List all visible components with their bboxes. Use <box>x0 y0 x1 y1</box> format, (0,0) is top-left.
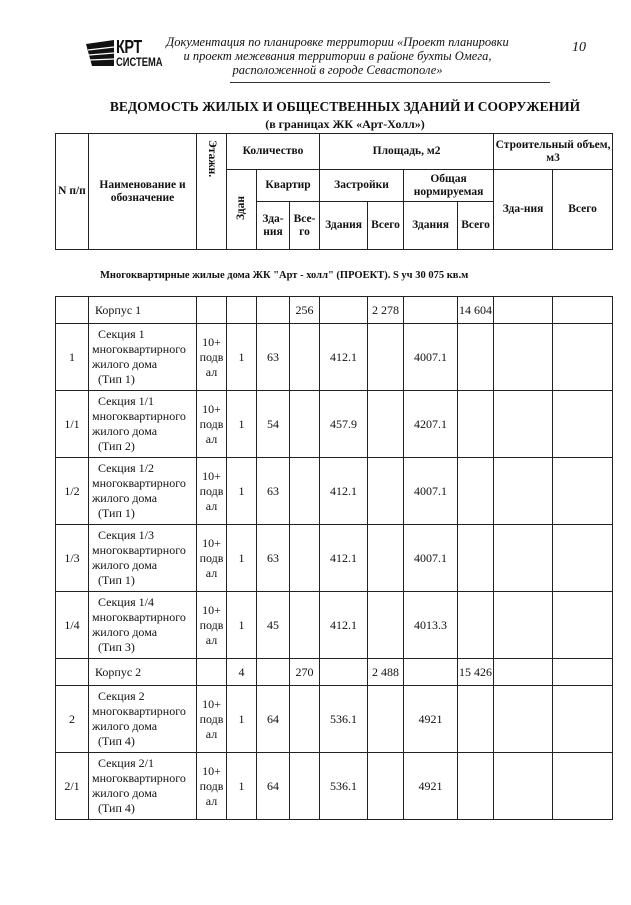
col-header-built <box>320 170 404 202</box>
cell-floors-line: подв <box>199 349 224 364</box>
cell-vol-total <box>553 525 613 592</box>
document-subtitle: (в границах ЖК «Арт-Холл») <box>265 117 425 131</box>
cell-name <box>89 525 197 592</box>
col-header-n-text: N п/п <box>58 185 86 197</box>
cell-apt-total <box>290 592 320 659</box>
cell-floors <box>197 753 227 820</box>
cell-n: 1/4 <box>56 592 89 659</box>
cell-group-name: Корпус 2 <box>89 659 197 686</box>
cell-vol-building <box>494 592 553 659</box>
cell-floors-line: 10+ <box>202 468 221 483</box>
cell-normed-total: 14 604 <box>458 297 494 324</box>
group-row <box>56 659 613 686</box>
cell-apt-total: 256 <box>290 297 320 324</box>
col-header-normed-text: Общая нормируемая <box>413 172 484 198</box>
cell-floors <box>197 324 227 391</box>
cell-built-building: 412.1 <box>320 324 368 391</box>
col-header-built-building-text: Здания <box>325 219 362 231</box>
cell-name-line: многоквартирного <box>92 771 186 785</box>
cell-vol-building <box>494 753 553 820</box>
cell-built-total <box>368 391 404 458</box>
col-header-vol-building <box>494 170 553 250</box>
table-row <box>56 458 613 525</box>
col-header-vol-total <box>553 170 613 250</box>
cell-buildings <box>227 297 257 324</box>
col-header-area <box>320 134 494 170</box>
cell-built-building <box>320 659 368 686</box>
col-header-volume-text: Строительный объем, м3 <box>495 138 611 164</box>
page-number: 10 <box>572 40 586 55</box>
cell-floors <box>197 592 227 659</box>
cell-apt-building <box>257 659 290 686</box>
header-table <box>55 133 613 250</box>
cell-floors-line: подв <box>199 416 224 431</box>
cell-vol-total <box>553 686 613 753</box>
header-divider <box>230 82 550 83</box>
col-header-built-total-text: Всего <box>371 219 400 231</box>
cell-apt-building: 63 <box>257 525 290 592</box>
cell-normed-building <box>404 297 458 324</box>
cell-name-line: Секция 1/4 <box>98 595 155 609</box>
cell-name <box>89 458 197 525</box>
cell-floors-line: ал <box>205 364 218 379</box>
cell-floors-line: 10+ <box>202 602 221 617</box>
cell-normed-building: 4013.3 <box>404 592 458 659</box>
cell-normed-total <box>458 324 494 391</box>
cell-name-line: многоквартирного <box>92 476 186 490</box>
cell-name <box>89 324 197 391</box>
col-header-normed-total <box>458 202 494 250</box>
data-table <box>55 296 613 820</box>
cell-n: 1 <box>56 324 89 391</box>
cell-floors-line: 10+ <box>202 535 221 550</box>
cell-apt-total <box>290 324 320 391</box>
col-header-normed-total-text: Всего <box>461 219 490 231</box>
col-header-n <box>56 134 89 250</box>
logo-text-sistema: СИСТЕМА <box>116 55 163 69</box>
col-header-area-text: Площадь, м2 <box>372 145 441 157</box>
cell-floors-line: подв <box>199 778 224 793</box>
cell-normed-total <box>458 592 494 659</box>
cell-normed-building: 4207.1 <box>404 391 458 458</box>
col-header-apt-total <box>290 202 320 250</box>
cell-vol-total <box>553 458 613 525</box>
cell-normed-building: 4921 <box>404 753 458 820</box>
cell-floors-line: ал <box>205 498 218 513</box>
col-header-buildings-text: Здан <box>235 195 247 220</box>
table-row <box>56 525 613 592</box>
cell-name-line: жилого дома <box>92 357 158 371</box>
section-title: Многоквартирные жилые дома ЖК "Арт - холл" (ПРОЕКТ). S уч 30 075 кв.м <box>100 270 469 281</box>
cell-vol-building <box>494 297 553 324</box>
cell-name-line: Секция 1/3 <box>98 528 155 542</box>
cell-built-total <box>368 458 404 525</box>
cell-name-line: (Тип 4) <box>98 734 135 748</box>
cell-vol-building <box>494 324 553 391</box>
cell-apt-total <box>290 753 320 820</box>
cell-vol-building <box>494 391 553 458</box>
cell-apt-building: 45 <box>257 592 290 659</box>
cell-name-line: Секция 1/2 <box>98 461 155 475</box>
cell-buildings: 1 <box>227 324 257 391</box>
col-header-normed-building-text: Здания <box>412 219 449 231</box>
cell-name-line: жилого дома <box>92 558 158 572</box>
cell-apt-total <box>290 525 320 592</box>
cell-floors-line: 10+ <box>202 334 221 349</box>
cell-name-line: (Тип 4) <box>98 801 135 815</box>
table-row <box>56 686 613 753</box>
cell-built-building: 412.1 <box>320 458 368 525</box>
col-header-vol-building-text: Зда-ния <box>502 203 544 215</box>
cell-normed-total <box>458 525 494 592</box>
cell-vol-total <box>553 391 613 458</box>
col-header-apt-building-text: Зда-ния <box>262 212 284 238</box>
cell-apt-building: 64 <box>257 686 290 753</box>
col-header-apartments <box>257 170 320 202</box>
cell-name <box>89 391 197 458</box>
cell-n: 1/3 <box>56 525 89 592</box>
cell-buildings: 1 <box>227 686 257 753</box>
cell-vol-building <box>494 458 553 525</box>
cell-built-total <box>368 592 404 659</box>
cell-normed-total <box>458 753 494 820</box>
cell-name-line: Секция 2/1 <box>98 756 155 770</box>
cell-built-total <box>368 753 404 820</box>
cell-vol-total <box>553 659 613 686</box>
cell-name-line: жилого дома <box>92 491 158 505</box>
cell-name-line: (Тип 2) <box>98 439 135 453</box>
group-row <box>56 297 613 324</box>
cell-group-name: Корпус 1 <box>89 297 197 324</box>
company-logo <box>86 38 166 70</box>
cell-name-line: жилого дома <box>92 719 158 733</box>
cell-built-total <box>368 525 404 592</box>
document-header <box>165 35 510 77</box>
cell-vol-building <box>494 686 553 753</box>
col-header-name <box>89 134 197 250</box>
cell-built-building: 457.9 <box>320 391 368 458</box>
cell-floors-line: подв <box>199 617 224 632</box>
cell-name-line: жилого дома <box>92 424 158 438</box>
col-header-vol-total-text: Всего <box>568 203 597 215</box>
cell-apt-building: 64 <box>257 753 290 820</box>
col-header-normed-building <box>404 202 458 250</box>
cell-floors <box>197 525 227 592</box>
cell-apt-building: 63 <box>257 458 290 525</box>
cell-name-line: многоквартирного <box>92 543 186 557</box>
col-header-quantity <box>227 134 320 170</box>
cell-normed-building <box>404 659 458 686</box>
cell-floors-line: подв <box>199 483 224 498</box>
cell-name-line: многоквартирного <box>92 704 186 718</box>
cell-n: 2/1 <box>56 753 89 820</box>
cell-floors-line: 10+ <box>202 696 221 711</box>
cell-apt-total <box>290 686 320 753</box>
cell-n: 1/2 <box>56 458 89 525</box>
cell-vol-building <box>494 659 553 686</box>
cell-built-total: 2 278 <box>368 297 404 324</box>
cell-normed-total <box>458 391 494 458</box>
cell-normed-building: 4007.1 <box>404 525 458 592</box>
cell-name-line: жилого дома <box>92 625 158 639</box>
cell-name <box>89 753 197 820</box>
cell-buildings: 1 <box>227 753 257 820</box>
cell-apt-total: 270 <box>290 659 320 686</box>
cell-floors-line: ал <box>205 793 218 808</box>
cell-floors <box>197 391 227 458</box>
cell-normed-building: 4007.1 <box>404 458 458 525</box>
cell-n <box>56 297 89 324</box>
cell-name-line: многоквартирного <box>92 610 186 624</box>
cell-apt-building <box>257 297 290 324</box>
col-header-name-text: Наименование и обозначение <box>99 178 186 204</box>
cell-built-building: 412.1 <box>320 525 368 592</box>
cell-floors-line: подв <box>199 711 224 726</box>
cell-buildings: 1 <box>227 525 257 592</box>
col-header-floors-text: Этажн. <box>206 140 218 178</box>
cell-floors-line: 10+ <box>202 401 221 416</box>
cell-name <box>89 592 197 659</box>
cell-floors <box>197 686 227 753</box>
col-header-volume <box>494 134 613 170</box>
cell-n: 1/1 <box>56 391 89 458</box>
col-header-built-building <box>320 202 368 250</box>
cell-floors-line: ал <box>205 431 218 446</box>
cell-built-building: 536.1 <box>320 686 368 753</box>
cell-floors <box>197 297 227 324</box>
document-title: ВЕДОМОСТЬ ЖИЛЫХ И ОБЩЕСТВЕННЫХ ЗДАНИЙ И СООРУЖЕНИЙ <box>109 99 581 114</box>
col-header-buildings <box>227 170 257 250</box>
cell-built-total: 2 488 <box>368 659 404 686</box>
cell-vol-total <box>553 753 613 820</box>
logo-text-krt: КРТ <box>116 37 142 57</box>
cell-name-line: (Тип 3) <box>98 640 135 654</box>
cell-built-total <box>368 686 404 753</box>
cell-floors-line: ал <box>205 632 218 647</box>
cell-name-line: Секция 1/1 <box>98 394 155 408</box>
table-row <box>56 391 613 458</box>
col-header-normed <box>404 170 494 202</box>
col-header-quantity-text: Количество <box>242 145 304 157</box>
cell-name-line: (Тип 1) <box>98 506 135 520</box>
col-header-apt-building <box>257 202 290 250</box>
cell-vol-total <box>553 592 613 659</box>
table-row <box>56 753 613 820</box>
cell-normed-total: 15 426 <box>458 659 494 686</box>
cell-apt-building: 54 <box>257 391 290 458</box>
cell-floors-line: ал <box>205 565 218 580</box>
cell-vol-total <box>553 297 613 324</box>
cell-name-line: жилого дома <box>92 786 158 800</box>
cell-vol-building <box>494 525 553 592</box>
cell-apt-total <box>290 458 320 525</box>
cell-n: 2 <box>56 686 89 753</box>
col-header-built-text: Застройки <box>334 179 389 191</box>
cell-buildings: 1 <box>227 391 257 458</box>
cell-apt-building: 63 <box>257 324 290 391</box>
header-line-2: и проект межевания территории в районе бухты Омега, <box>183 49 492 63</box>
cell-name-line: Секция 1 <box>98 327 145 341</box>
cell-vol-total <box>553 324 613 391</box>
cell-n <box>56 659 89 686</box>
cell-floors-line: 10+ <box>202 763 221 778</box>
header-line-3: расположенной в городе Севастополе» <box>232 63 443 77</box>
cell-normed-building: 4007.1 <box>404 324 458 391</box>
cell-normed-total <box>458 686 494 753</box>
cell-floors <box>197 458 227 525</box>
col-header-floors <box>197 134 227 250</box>
cell-built-building <box>320 297 368 324</box>
cell-floors-line: ал <box>205 726 218 741</box>
cell-floors <box>197 659 227 686</box>
cell-buildings: 1 <box>227 592 257 659</box>
cell-name-line: Секция 2 <box>98 689 145 703</box>
cell-built-total <box>368 324 404 391</box>
cell-floors-line: подв <box>199 550 224 565</box>
cell-name-line: (Тип 1) <box>98 573 135 587</box>
cell-name <box>89 686 197 753</box>
cell-buildings: 1 <box>227 458 257 525</box>
cell-normed-total <box>458 458 494 525</box>
cell-built-building: 412.1 <box>320 592 368 659</box>
cell-built-building: 536.1 <box>320 753 368 820</box>
col-header-apartments-text: Квартир <box>265 179 311 191</box>
cell-apt-total <box>290 391 320 458</box>
cell-name-line: многоквартирного <box>92 342 186 356</box>
cell-buildings: 4 <box>227 659 257 686</box>
col-header-apt-total-text: Все-го <box>293 212 316 238</box>
logo-mark-icon <box>86 40 114 66</box>
cell-name-line: многоквартирного <box>92 409 186 423</box>
header-line-1: Документация по планировке территории «Проект планировки <box>166 35 509 49</box>
cell-name-line: (Тип 1) <box>98 372 135 386</box>
table-row <box>56 324 613 391</box>
table-row <box>56 592 613 659</box>
col-header-built-total <box>368 202 404 250</box>
cell-normed-building: 4921 <box>404 686 458 753</box>
